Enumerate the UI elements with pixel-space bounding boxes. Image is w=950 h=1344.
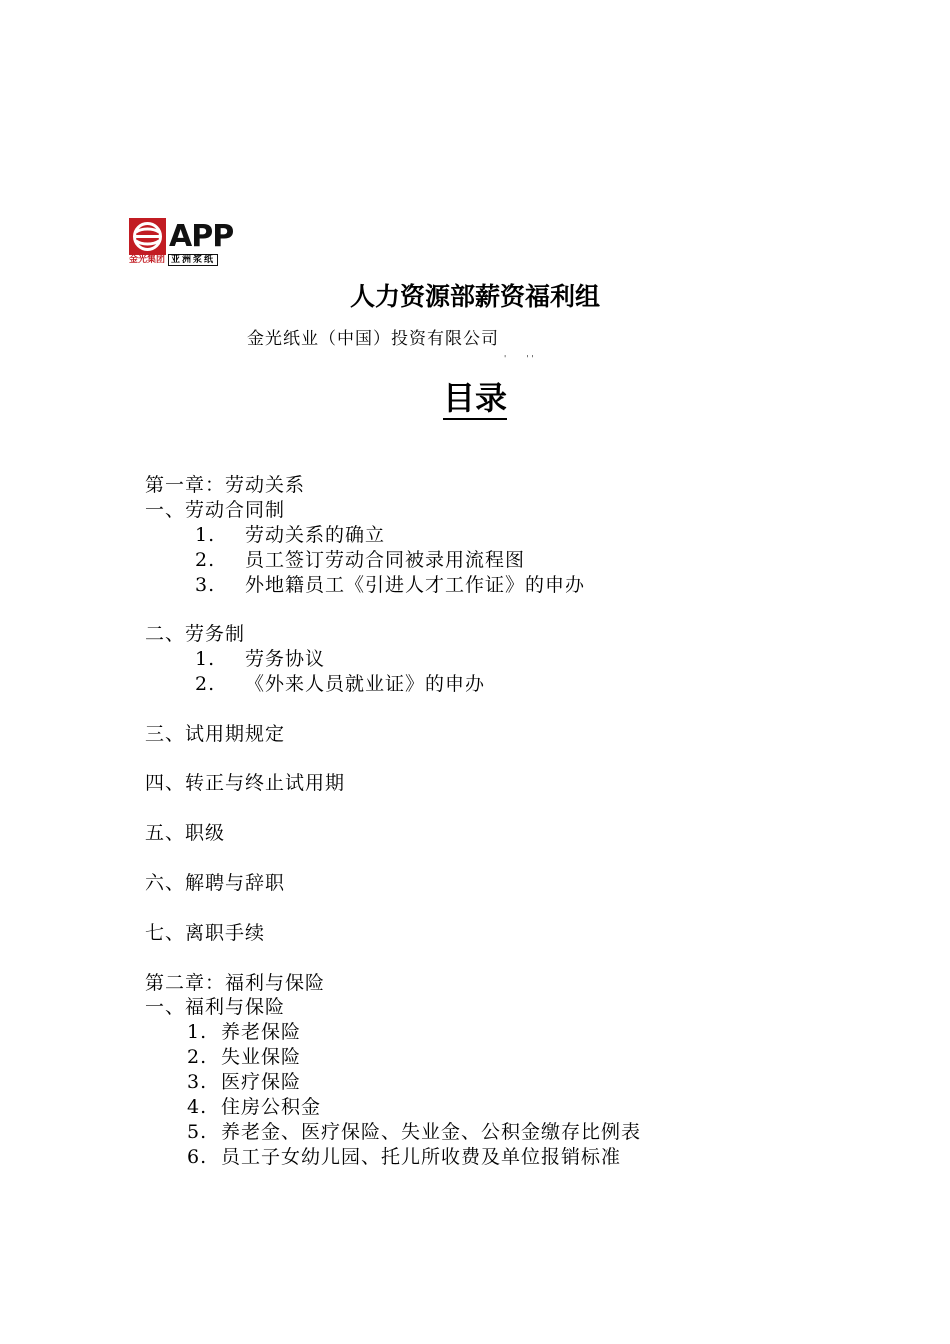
toc-item [195,647,325,671]
app-logo-icon [129,218,166,255]
item-number: 2. [187,1046,208,1068]
item-number: 2. [195,549,216,571]
section-1-7-heading: 七、离职手续 [145,922,266,944]
section-1-3-heading: 三、试用期规定 [145,723,286,745]
item-number: 3. [187,1071,208,1093]
item-number: 3. [195,574,216,596]
section-1-4-heading: 四、转正与终止试用期 [145,772,346,794]
section-1-2-heading: 二、劳务制 [145,623,246,645]
toc-item [195,523,385,547]
toc-item [195,573,585,597]
item-number: 1. [195,524,216,546]
toc-item [195,672,485,696]
logo-group-name: 金光集团 [129,255,166,265]
section-1-6-heading: 六、解聘与辞职 [145,872,286,894]
toc-item [187,1095,321,1119]
item-number: 2. [195,673,216,695]
chapter-2-heading: 第二章：福利与保险 [145,972,326,994]
logo-subsidiary: 亚洲浆纸 [168,254,218,266]
faint-marks: ' ' ' [504,354,534,363]
company-logo [129,218,234,266]
toc-item [195,548,525,572]
logo-subtitle [129,255,218,265]
section-2-1-heading: 一、福利与保险 [145,996,286,1018]
item-number: 1. [195,648,216,670]
section-1-5-heading: 五、职级 [145,822,226,844]
department-title: 人力资源部薪资福利组 [349,282,600,311]
item-text: 养老保险 [221,1021,302,1043]
toc-title-text: 目录 [443,379,507,420]
item-text: 劳务协议 [245,648,326,670]
chapter-1-heading: 第一章：劳动关系 [145,474,306,496]
item-text: 失业保险 [221,1046,302,1068]
toc-item [187,1045,301,1069]
logo-brand-text: APP [169,219,234,254]
toc-item [187,1145,621,1169]
toc-item [187,1120,641,1144]
item-number: 1. [187,1021,208,1043]
item-text: 外地籍员工《引进人才工作证》的申办 [245,574,586,596]
item-text: 医疗保险 [221,1071,302,1093]
item-text: 员工子女幼儿园、托儿所收费及单位报销标准 [221,1146,622,1168]
toc-title [0,376,950,420]
company-name: 金光纸业（中国）投资有限公司 [247,329,499,349]
item-text: 《外来人员就业证》的申办 [245,673,486,695]
toc-item [187,1070,301,1094]
item-number: 4. [187,1096,208,1118]
item-text: 住房公积金 [221,1096,322,1118]
item-text: 养老金、医疗保险、失业金、公积金缴存比例表 [221,1121,642,1143]
item-text: 劳动关系的确立 [245,524,386,546]
toc-item [187,1020,301,1044]
item-number: 6. [187,1146,208,1168]
item-text: 员工签订劳动合同被录用流程图 [245,549,526,571]
section-1-1-heading: 一、劳动合同制 [145,499,286,521]
item-number: 5. [187,1121,208,1143]
